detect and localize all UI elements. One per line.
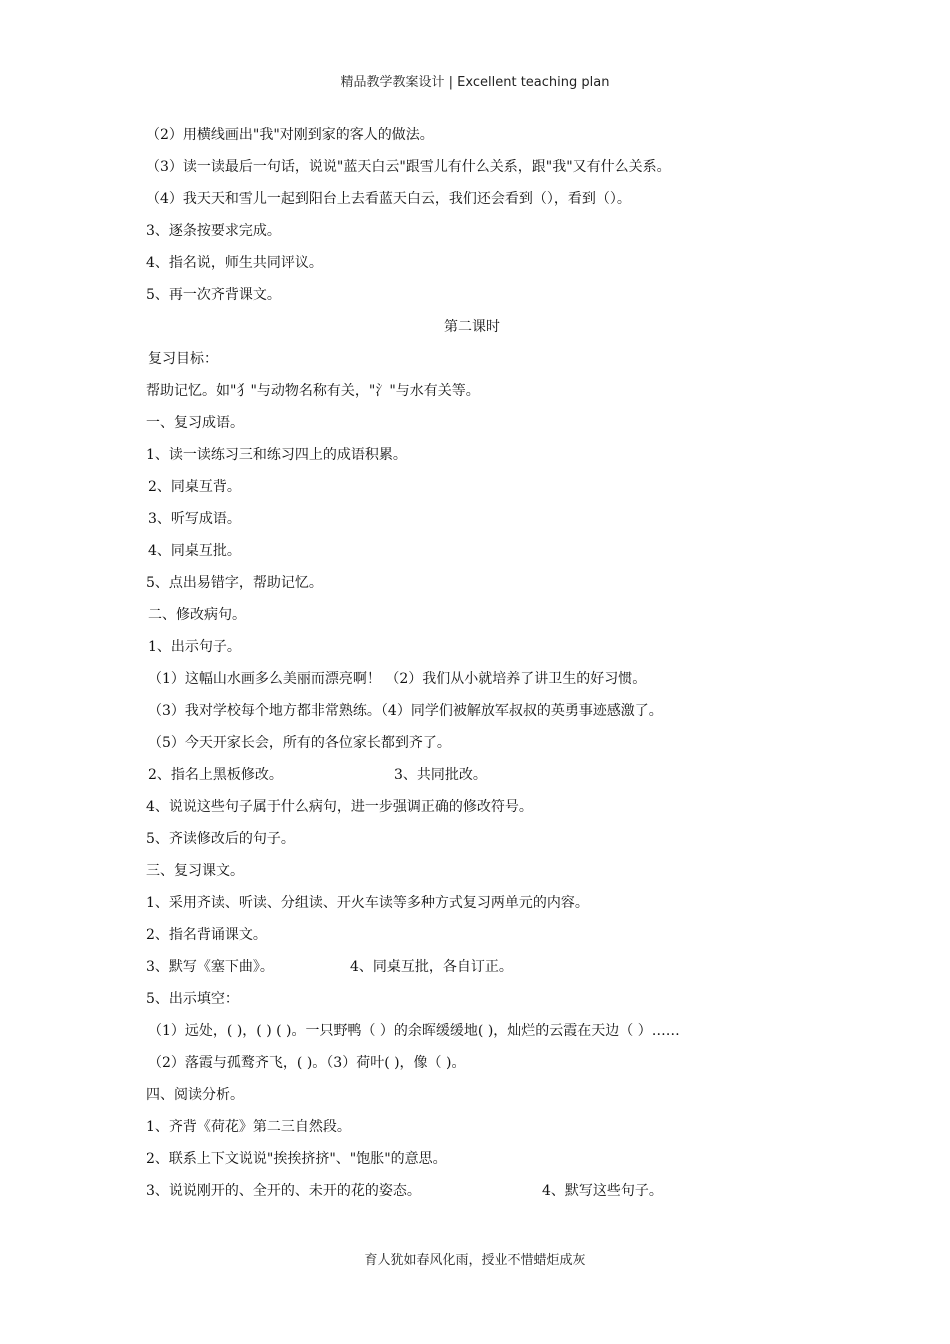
text-line: 4、指名说，师生共同评议。 (146, 255, 323, 271)
text-line: （4）我天天和雪儿一起到阳台上去看蓝天白云，我们还会看到（），看到（）。 (146, 191, 631, 207)
text-line: 四、阅读分析。 (146, 1087, 244, 1103)
text-line: （1）远处，( )，( ) ( )。一只野鸭（ ）的余晖缓缓地( )，灿烂的云霞在天边（ ）…… (148, 1023, 680, 1039)
text-line: （2）落霞与孤鹜齐飞，( )。（3）荷叶( )，像（ )。 (148, 1055, 466, 1071)
page-header: 精品教学教案设计 | Excellent teaching plan (340, 75, 610, 90)
page-footer: 育人犹如春风化雨，授业不惜蜡炬成灰 (364, 1253, 586, 1268)
text-line: 1、读一读练习三和练习四上的成语积累。 (146, 447, 407, 463)
text-line: （5）今天开家长会，所有的各位家长都到齐了。 (148, 735, 451, 751)
text-line: 二、修改病句。 (148, 607, 246, 623)
text-line: 2、指名上黑板修改。 (148, 767, 283, 783)
text-line: 2、联系上下文说说"挨挨挤挤"、"饱胀"的意思。 (146, 1151, 447, 1167)
text-line: 5、再一次齐背课文。 (146, 287, 281, 303)
text-line: 复习目标： (148, 351, 218, 367)
text-line: 3、逐条按要求完成。 (146, 223, 281, 239)
text-line: 5、点出易错字，帮助记忆。 (146, 575, 323, 591)
text-line: 3、默写《塞下曲》。 (146, 959, 274, 975)
text-line: 2、指名背诵课文。 (146, 927, 267, 943)
text-line: 1、齐背《荷花》第二三自然段。 (146, 1119, 351, 1135)
section-heading: 第二课时 (444, 319, 500, 335)
text-line: 3、听写成语。 (148, 511, 241, 527)
text-line: 5、出示填空： (146, 991, 239, 1007)
text-line: 4、说说这些句子属于什么病句，进一步强调正确的修改符号。 (146, 799, 533, 815)
text-line: 4、同桌互批。 (148, 543, 241, 559)
text-line: （1）这幅山水画多么美丽而漂亮啊！ （2）我们从小就培养了讲卫生的好习惯。 (148, 671, 647, 687)
text-line: 一、复习成语。 (146, 415, 244, 431)
text-line: （3）读一读最后一句话，说说"蓝天白云"跟雪儿有什么关系，跟"我"又有什么关系。 (146, 159, 671, 175)
text-line: 2、同桌互背。 (148, 479, 241, 495)
text-line: 1、出示句子。 (148, 639, 241, 655)
text-line: 1、采用齐读、听读、分组读、开火车读等多种方式复习两单元的内容。 (146, 895, 589, 911)
text-line: （3）我对学校每个地方都非常熟练。（4）同学们被解放军叔叔的英勇事迹感激了。 (148, 703, 663, 719)
text-line: 帮助记忆。如"犭"与动物名称有关，"氵"与水有关等。 (146, 383, 480, 399)
text-line: （2）用横线画出"我"对刚到家的客人的做法。 (146, 127, 434, 143)
text-line: 5、齐读修改后的句子。 (146, 831, 295, 847)
text-line: 4、默写这些句子。 (542, 1183, 663, 1199)
text-line: 3、说说刚开的、全开的、未开的花的姿态。 (146, 1183, 421, 1199)
text-line: 三、复习课文。 (146, 863, 244, 879)
text-line: 3、共同批改。 (394, 767, 487, 783)
text-line: 4、同桌互批，各自订正。 (350, 959, 513, 975)
